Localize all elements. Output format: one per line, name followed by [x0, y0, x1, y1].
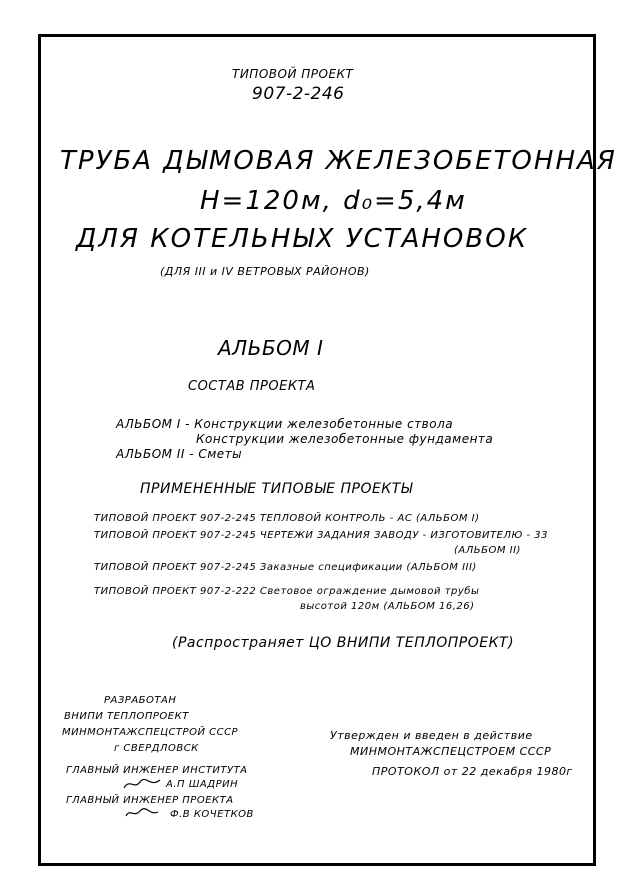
- developer-line: РАЗРАБОТАН: [104, 695, 177, 706]
- applied-line: ТИПОВОЙ ПРОЕКТ 907-2-222 Световое ограждение дымовой трубы: [94, 586, 480, 597]
- approval-line: Утвержден и введен в действие: [330, 729, 533, 742]
- applied-line: (АЛЬБОМ II): [454, 545, 521, 556]
- developer-line: ВНИПИ ТЕПЛОПРОЕКТ: [64, 711, 189, 722]
- signature-shadrin: [122, 776, 162, 792]
- applied-line: ТИПОВОЙ ПРОЕКТ 907-2-245 ЧЕРТЕЖИ ЗАДАНИЯ ЗАВОДУ - ИЗГОТОВИТЕЛЮ - 33: [94, 530, 548, 541]
- developer-line: г СВЕРДЛОВСК: [114, 743, 199, 754]
- composition-item: Конструкции железобетонные фундамента: [196, 432, 494, 446]
- title-line-2: H=120м, d₀=5,4м: [200, 186, 467, 216]
- applied-heading: ПРИМЕНЕННЫЕ ТИПОВЫЕ ПРОЕКТЫ: [140, 481, 413, 497]
- developer-line: А.П ШАДРИН: [166, 779, 239, 790]
- developer-line: ГЛАВНЫЙ ИНЖЕНЕР ИНСТИТУТА: [66, 765, 248, 776]
- project-label: ТИПОВОЙ ПРОЕКТ: [232, 67, 354, 81]
- title-line-3: ДЛЯ КОТЕЛЬНЫХ УСТАНОВОК: [76, 224, 529, 254]
- composition-item: АЛЬБОМ II - Сметы: [116, 447, 243, 461]
- title-line-1: ТРУБА ДЫМОВАЯ ЖЕЛЕЗОБЕТОННАЯ: [60, 146, 617, 176]
- approval-line: МИНМОНТАЖСПЕЦСТРОЕМ СССР: [350, 745, 552, 758]
- developer-line: ГЛАВНЫЙ ИНЖЕНЕР ПРОЕКТА: [66, 795, 234, 806]
- distributor-note: (Распространяет ЦО ВНИПИ ТЕПЛОПРОЕКТ): [172, 635, 515, 651]
- signature-kochetkov: [124, 806, 160, 820]
- developer-line: Ф.В КОЧЕТКОВ: [170, 809, 254, 820]
- album-label: АЛЬБОМ I: [218, 336, 324, 360]
- title-note: (ДЛЯ III и IV ВЕТРОВЫХ РАЙОНОВ): [160, 265, 370, 278]
- developer-line: МИНМОНТАЖСПЕЦСТРОЙ СССР: [62, 727, 239, 738]
- applied-line: ТИПОВОЙ ПРОЕКТ 907-2-245 Заказные спецификации (АЛЬБОМ III): [94, 562, 477, 573]
- composition-item: АЛЬБОМ I - Конструкции железобетонные ствола: [116, 417, 454, 431]
- approval-line: ПРОТОКОЛ от 22 декабря 1980г: [372, 765, 573, 778]
- applied-line: высотой 120м (АЛЬБОМ 16,26): [300, 601, 475, 612]
- composition-heading: СОСТАВ ПРОЕКТА: [188, 379, 316, 394]
- applied-line: ТИПОВОЙ ПРОЕКТ 907-2-245 ТЕПЛОВОЙ КОНТРОЛЬ - АС (АЛЬБОМ I): [94, 513, 480, 524]
- project-number: 907-2-246: [252, 84, 345, 104]
